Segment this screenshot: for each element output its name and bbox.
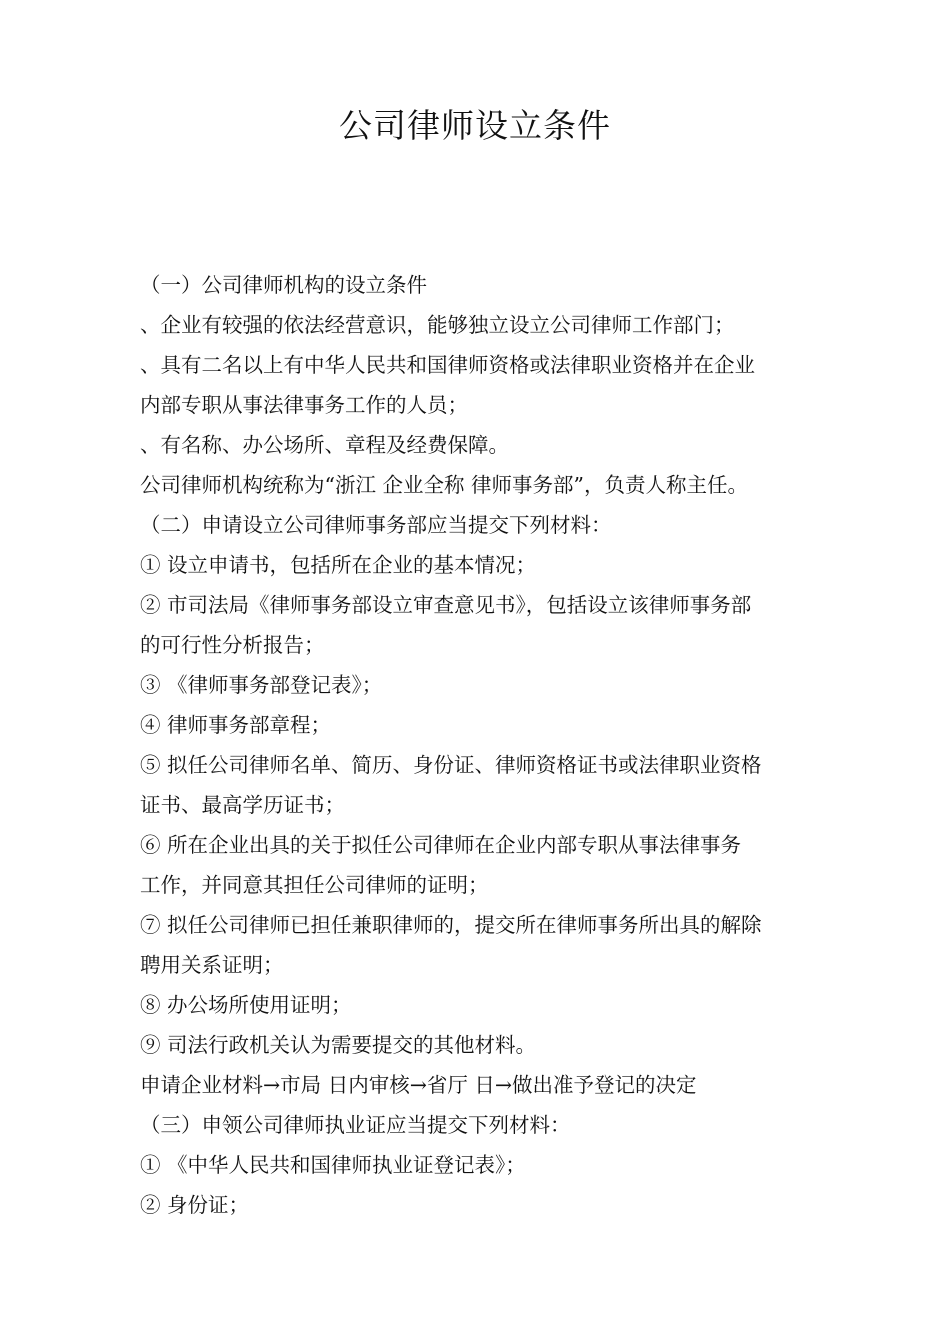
paragraph-line: 公司律师机构统称为“浙江 企业全称 律师事务部”，负责人称主任。: [140, 473, 748, 497]
page-title: 公司律师设立条件: [339, 106, 611, 145]
list-item: ④ 律师事务部章程；: [140, 713, 332, 737]
list-item: ① 设立申请书，包括所在企业的基本情况；: [140, 553, 537, 577]
document-body: [140, 265, 820, 1225]
list-item-continuation: 的可行性分析报告；: [140, 633, 325, 657]
list-item: ⑨ 司法行政机关认为需要提交的其他材料。: [140, 1033, 537, 1057]
list-item: ③ 《律师事务部登记表》；: [140, 673, 383, 697]
list-item: ⑧ 办公场所使用证明；: [140, 993, 352, 1017]
list-item-continuation: 聘用关系证明；: [140, 953, 284, 977]
list-item: ⑥ 所在企业出具的关于拟任公司律师在企业内部专职从事法律事务: [140, 833, 742, 857]
list-item: ⑦ 拟任公司律师已担任兼职律师的，提交所在律师事务所出具的解除: [140, 913, 762, 937]
paragraph-line: 、具有二名以上有中华人民共和国律师资格或法律职业资格并在企业: [140, 353, 755, 377]
paragraph-line: 内部专职从事法律事务工作的人员；: [140, 393, 468, 417]
process-flow-line: 申请企业材料→市局 日内审核→省厅 日→做出准予登记的决定: [140, 1073, 697, 1097]
section-heading-3: （三）申领公司律师执业证应当提交下列材料：: [140, 1113, 571, 1137]
section-heading-1: （一）公司律师机构的设立条件: [140, 273, 427, 297]
list-item: ⑤ 拟任公司律师名单、简历、身份证、律师资格证书或法律职业资格: [140, 753, 762, 777]
list-item: ② 身份证；: [140, 1193, 250, 1217]
list-item-continuation: 证书、最高学历证书；: [140, 793, 345, 817]
list-item: ① 《中华人民共和国律师执业证登记表》；: [140, 1153, 526, 1177]
list-item-continuation: 工作，并同意其担任公司律师的证明；: [140, 873, 489, 897]
list-item: ② 市司法局《律师事务部设立审查意见书》，包括设立该律师事务部: [140, 593, 752, 617]
section-heading-2: （二）申请设立公司律师事务部应当提交下列材料：: [140, 513, 612, 537]
paragraph-line: 、有名称、办公场所、章程及经费保障。: [140, 433, 509, 457]
paragraph-line: 、企业有较强的依法经营意识，能够独立设立公司律师工作部门；: [140, 313, 735, 337]
